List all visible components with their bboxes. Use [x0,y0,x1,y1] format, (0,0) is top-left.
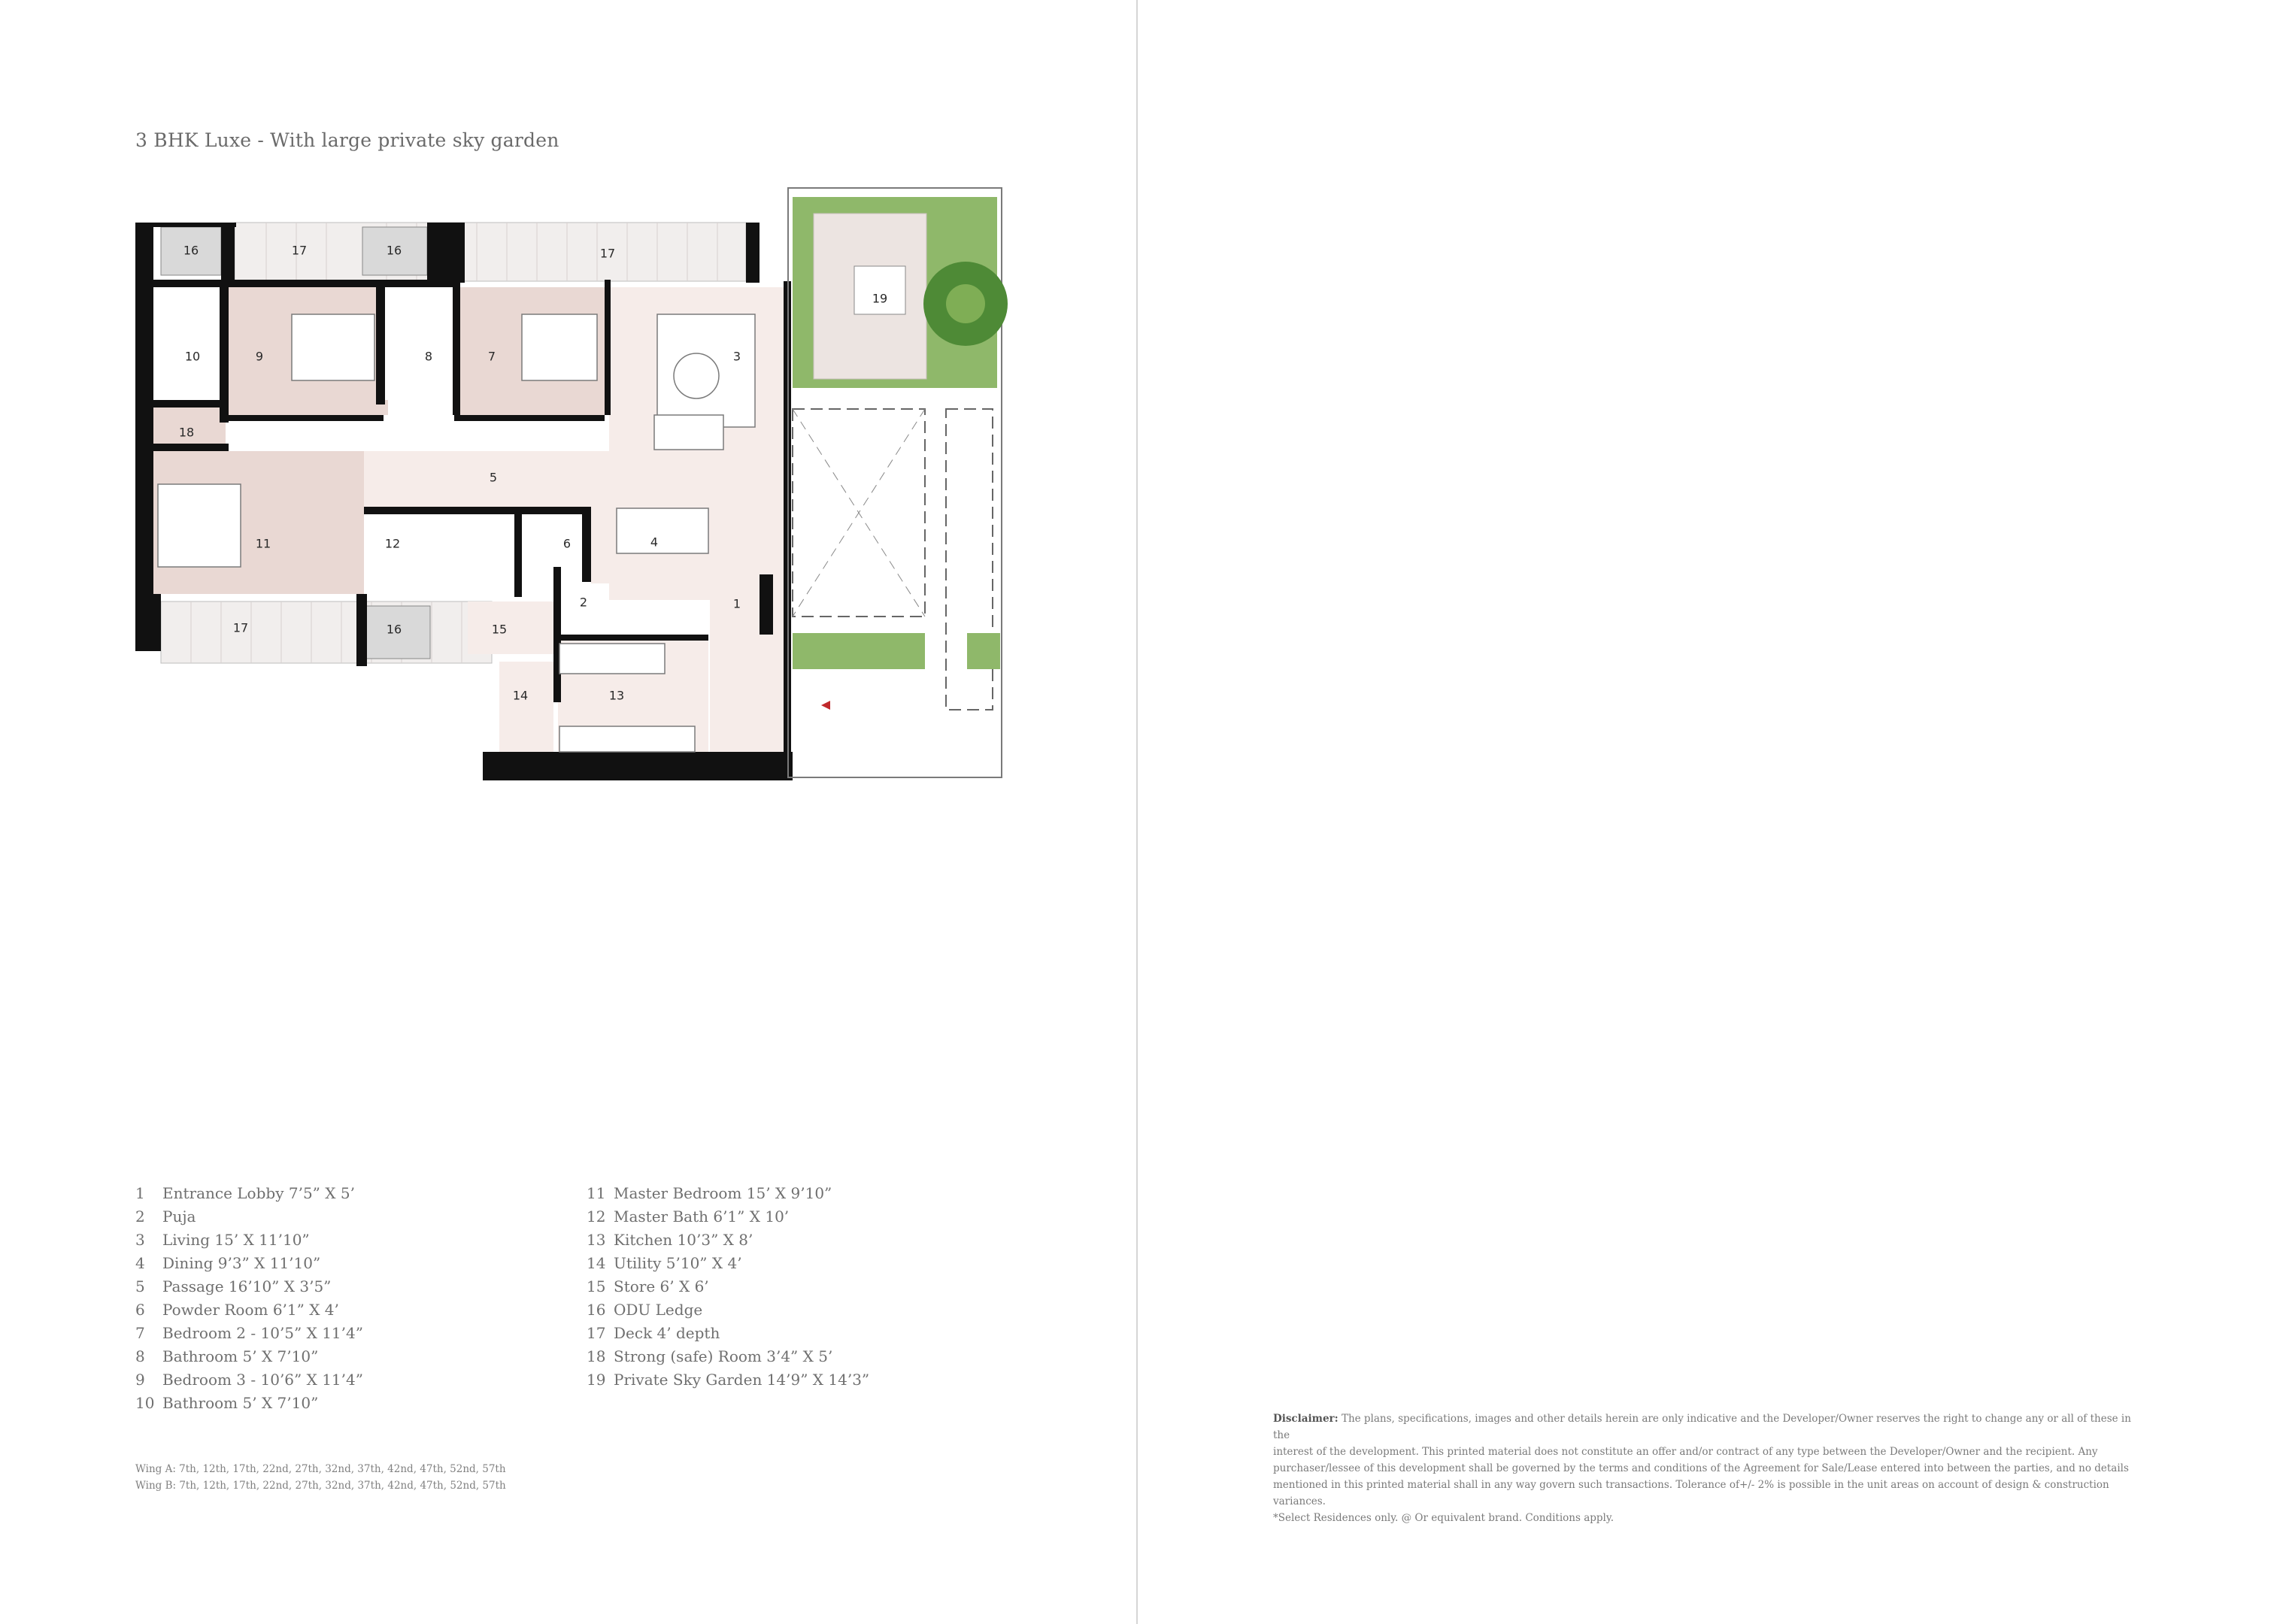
label-11: 11 [255,536,271,551]
passage [364,451,609,508]
label-3: 3 [732,349,741,364]
legend-item: 4 Dining 9’3” X 11’10” [135,1254,321,1272]
legend-item: 14 Utility 5’10” X 4’ [587,1254,742,1272]
disclaimer-line: The plans, specifications, images and other details herein are only indicative and the Developer/Owner reserves the right to change any or all of these in the [1273,1413,2131,1441]
store [468,601,553,654]
legend-item: 8 Bathroom 5’ X 7’10” [135,1347,319,1365]
bathroom-10 [153,287,221,400]
legend-right [587,1182,869,1392]
label-7: 7 [487,349,496,364]
master-bath [373,508,516,594]
label-4: 4 [650,535,659,550]
disclaimer-line: interest of the development. This printed material does not constitute an offer and/or contract of any type between the Developer/Owner and the recipient. Any [1273,1446,2098,1458]
disclaimer-label: Disclaimer: [1273,1413,1339,1425]
legend-item: 5 Passage 16’10” X 3’5” [135,1277,332,1295]
floor-plan [131,183,1018,785]
legend-item: 2 Puja [135,1207,196,1226]
page-divider [1136,0,1138,1624]
label-5: 5 [489,470,498,485]
legend-item: 12 Master Bath 6’1” X 10’ [587,1207,790,1226]
wing-b-floors: Wing B: 7th, 12th, 17th, 22nd, 27th, 32nd, 37th, 42nd, 47th, 52nd, 57th [135,1480,506,1492]
bathroom-8 [384,287,453,400]
legend-item: 7 Bedroom 2 - 10’5” X 11’4” [135,1324,363,1342]
wing-a-floors: Wing A: 7th, 12th, 17th, 22nd, 27th, 32nd, 37th, 42nd, 47th, 52nd, 57th [135,1463,506,1475]
label-17a: 17 [291,243,308,258]
legend-item: 16 ODU Ledge [587,1301,703,1319]
label-18: 18 [178,425,195,440]
label-1: 1 [732,596,741,611]
utility [499,662,553,752]
label-17c: 17 [232,620,249,635]
legend-item: 17 Deck 4’ depth [587,1324,720,1342]
entrance-marker [821,701,830,710]
label-12: 12 [384,536,401,551]
legend-item: 19 Private Sky Garden 14’9” X 14’3” [587,1371,870,1389]
label-16a: 16 [183,243,199,258]
label-19: 19 [872,291,888,306]
disclaimer-line: *Select Residences only. @ Or equivalent brand. Conditions apply. [1273,1512,1614,1524]
legend-item: 11 Master Bedroom 15’ X 9’10” [587,1184,832,1202]
label-14: 14 [512,688,529,703]
disclaimer-line: mentioned in this printed material shall in any way govern such transactions. Tolerance of+/- 2% is possible in the unit areas on account of design & construction variances. [1273,1479,2109,1507]
legend-item: 6 Powder Room 6’1” X 4’ [135,1301,339,1319]
legend-item: 10 Bathroom 5’ X 7’10” [135,1394,319,1412]
label-13: 13 [608,688,625,703]
label-16b: 16 [386,243,402,258]
label-10: 10 [184,349,201,364]
legend-item: 3 Living 15’ X 11’10” [135,1231,310,1249]
legend-item: 1 Entrance Lobby 7’5” X 5’ [135,1184,355,1202]
label-17b: 17 [599,246,616,261]
legend-item: 18 Strong (safe) Room 3’4” X 5’ [587,1347,833,1365]
deck-bottom [161,601,492,663]
disclaimer [1273,1410,2142,1526]
label-6: 6 [562,536,572,551]
legend-left [135,1182,363,1415]
wing-floors [135,1461,506,1494]
legend-item: 15 Store 6’ X 6’ [587,1277,709,1295]
disclaimer-line: purchaser/lessee of this development shall be governed by the terms and conditions of the Agreement for Sale/Lease entered into between the parties, and no details [1273,1462,2129,1474]
page-title: 3 BHK Luxe - With large private sky garden [135,129,559,151]
legend-item: 9 Bedroom 3 - 10’6” X 11’4” [135,1371,363,1389]
deck-top [235,223,746,281]
legend-item: 13 Kitchen 10’3” X 8’ [587,1231,753,1249]
label-16c: 16 [386,622,402,637]
label-2: 2 [579,595,588,610]
powder-room [525,508,587,567]
label-9: 9 [255,349,264,364]
label-8: 8 [424,349,433,364]
label-15: 15 [491,622,508,637]
